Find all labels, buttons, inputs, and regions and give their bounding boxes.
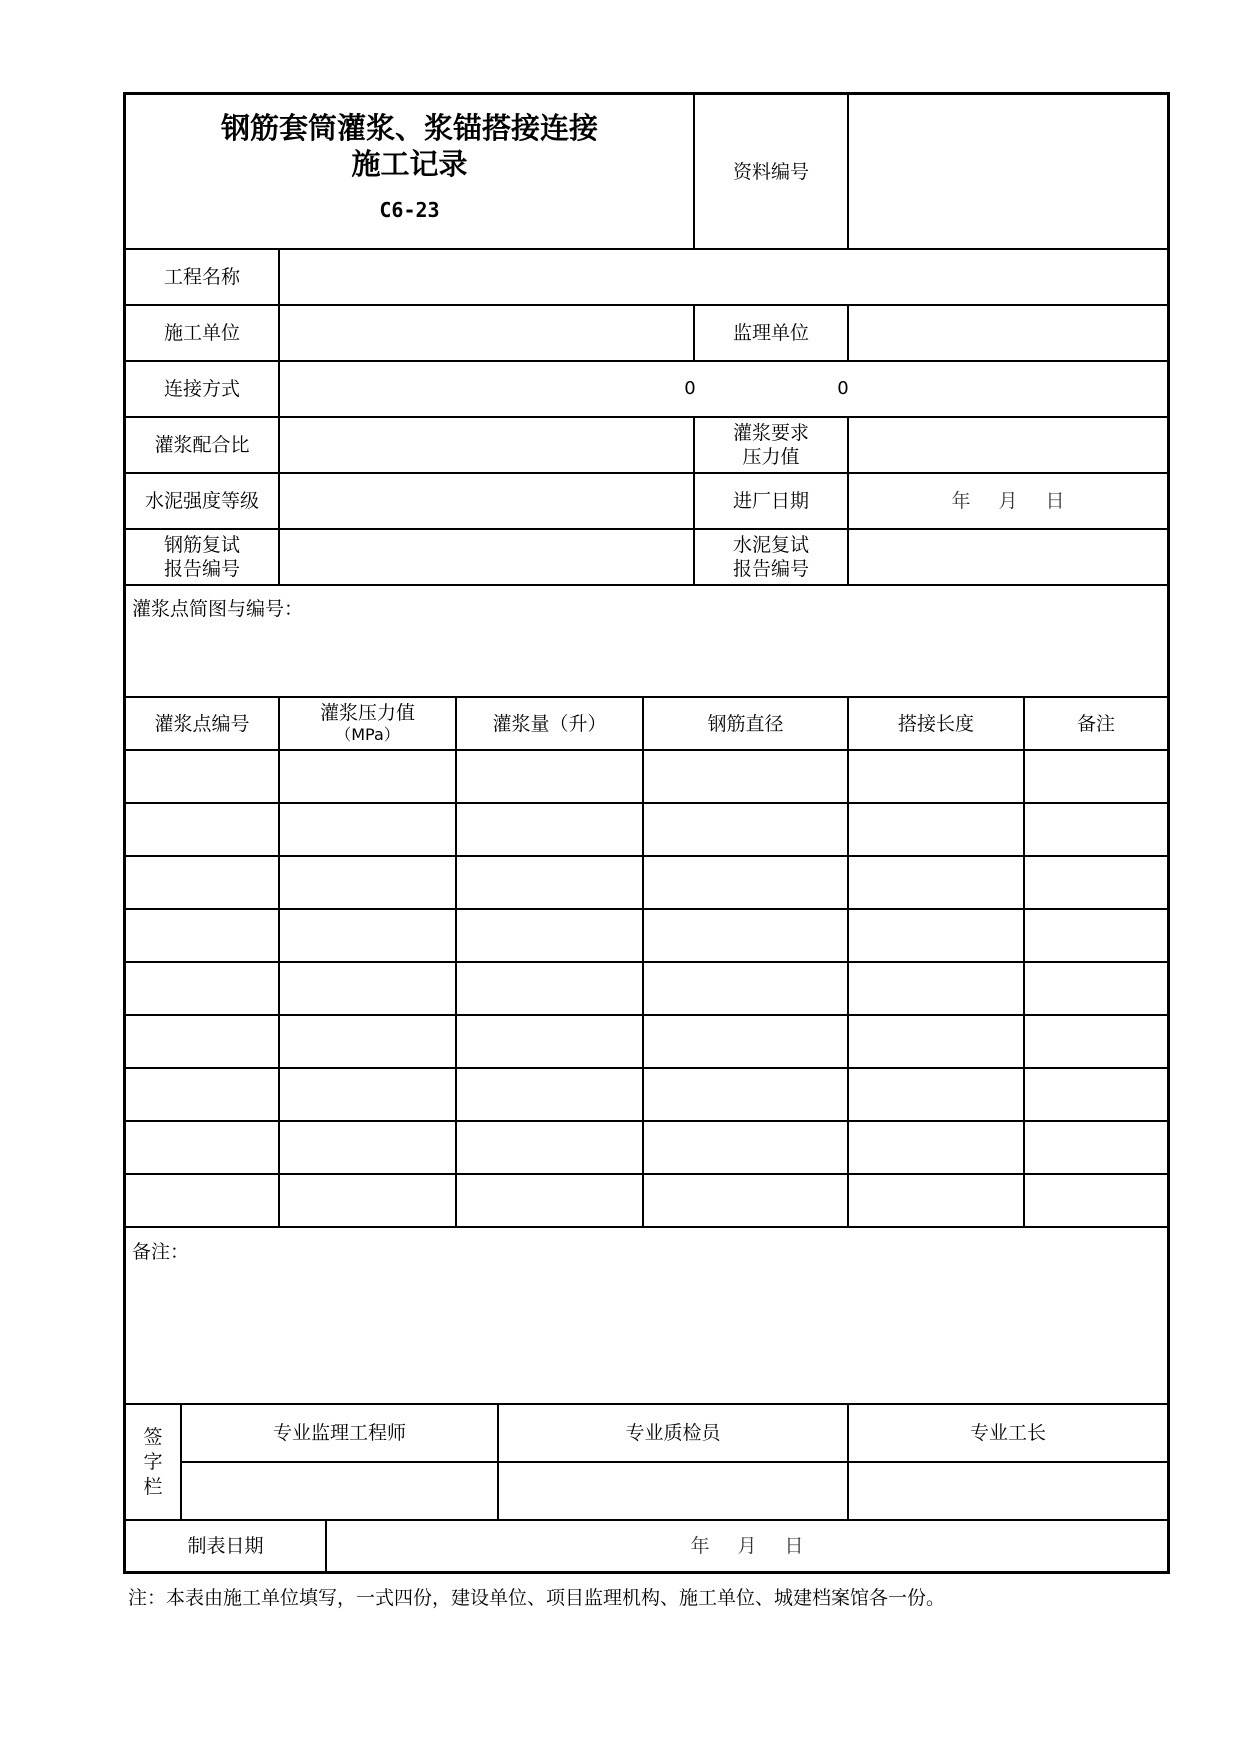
entry-date-field[interactable] — [849, 474, 1167, 528]
grout-ratio-label: 灌浆配合比 — [154, 434, 250, 456]
cement-grade-label: 水泥强度等级 — [144, 490, 259, 512]
rebar-report-label-line1: 钢筋复试 — [163, 534, 240, 556]
construction-unit-label: 施工单位 — [163, 322, 240, 344]
entry-date-month: 月 — [998, 490, 1018, 512]
doc-no-field[interactable] — [849, 95, 1167, 248]
grout-ratio-field[interactable] — [280, 418, 693, 472]
table-row[interactable] — [126, 1016, 1167, 1069]
construction-unit-field[interactable] — [280, 306, 693, 360]
connection-value-a: 0 — [684, 378, 696, 399]
cement-report-field[interactable] — [849, 530, 1167, 584]
grout-pressure-label-line1: 灌浆要求 — [732, 422, 809, 444]
table-row[interactable] — [126, 1069, 1167, 1122]
entry-date-label: 进厂日期 — [732, 490, 809, 512]
form-title-line1: 钢筋套筒灌浆、浆锚搭接连接 — [220, 111, 598, 145]
col-header-pressure — [280, 698, 455, 749]
foreman-label: 专业工长 — [969, 1422, 1046, 1444]
supervision-unit-field[interactable] — [849, 306, 1167, 360]
footnote: 注：本表由施工单位填写，一式四份，建设单位、项目监理机构、施工单位、城建档案馆各一份。 — [128, 1587, 946, 1609]
form-title-line2: 施工记录 — [351, 147, 468, 181]
divider-line — [123, 584, 1170, 586]
table-row[interactable] — [126, 857, 1167, 910]
col-header-rebar-diameter: 钢筋直径 — [707, 712, 784, 735]
form-title-block — [126, 100, 693, 248]
connection-method-label: 连接方式 — [163, 378, 240, 400]
signature-side-char: 字 — [143, 1450, 163, 1473]
table-row[interactable] — [126, 751, 1167, 804]
grout-pressure-field[interactable] — [849, 418, 1167, 472]
table-row[interactable] — [126, 1175, 1167, 1226]
rebar-report-field[interactable] — [280, 530, 693, 584]
signature-side-label — [126, 1405, 180, 1519]
form-date-month: 月 — [737, 1535, 757, 1557]
grout-pressure-label-line2: 压力值 — [742, 446, 800, 468]
cement-grade-field[interactable] — [280, 474, 693, 528]
table-row[interactable] — [126, 963, 1167, 1016]
table-row[interactable] — [126, 910, 1167, 963]
connection-method-field[interactable] — [280, 362, 1167, 416]
form-date-year: 年 — [690, 1535, 710, 1557]
col-header-pressure-line1: 灌浆压力值 — [319, 701, 415, 724]
form-date-label: 制表日期 — [187, 1535, 264, 1557]
col-header-lap-length: 搭接长度 — [897, 712, 974, 735]
project-name-label: 工程名称 — [163, 266, 240, 288]
remarks-label: 备注： — [132, 1241, 190, 1263]
col-header-volume: 灌浆量（升） — [492, 712, 607, 735]
supervisor-signature-field[interactable] — [182, 1463, 497, 1519]
entry-date-day: 日 — [1045, 490, 1065, 512]
supervisor-label: 专业监理工程师 — [272, 1422, 406, 1444]
signature-side-char: 栏 — [143, 1475, 163, 1498]
divider-line — [123, 1226, 1170, 1228]
table-row[interactable] — [126, 804, 1167, 857]
diagram-label: 灌浆点简图与编号： — [132, 598, 304, 620]
cement-report-label-line2: 报告编号 — [732, 558, 809, 580]
col-header-point-no: 灌浆点编号 — [154, 712, 250, 735]
supervision-unit-label: 监理单位 — [732, 322, 809, 344]
rebar-report-label — [126, 530, 278, 584]
diagram-area[interactable] — [126, 597, 1167, 693]
signature-side-char: 签 — [143, 1425, 163, 1448]
qc-inspector-signature-field[interactable] — [499, 1463, 847, 1519]
cement-report-label-line1: 水泥复试 — [732, 534, 809, 556]
form-date-day: 日 — [784, 1535, 804, 1557]
grout-pressure-label — [695, 418, 847, 472]
col-header-pressure-line2: （MPa） — [335, 724, 400, 744]
entry-date-year: 年 — [951, 490, 971, 512]
doc-no-label: 资料编号 — [732, 160, 809, 183]
form-code: C6-23 — [379, 198, 440, 222]
remarks-area[interactable] — [126, 1240, 1167, 1400]
qc-inspector-label: 专业质检员 — [625, 1422, 721, 1444]
table-row[interactable] — [126, 1122, 1167, 1175]
col-header-remarks: 备注 — [1076, 712, 1115, 735]
form-date-field[interactable] — [327, 1521, 1167, 1571]
rebar-report-label-line2: 报告编号 — [163, 558, 240, 580]
cement-report-label — [695, 530, 847, 584]
foreman-signature-field[interactable] — [849, 1463, 1167, 1519]
project-name-field[interactable] — [280, 250, 1167, 304]
connection-value-b: 0 — [837, 378, 849, 399]
